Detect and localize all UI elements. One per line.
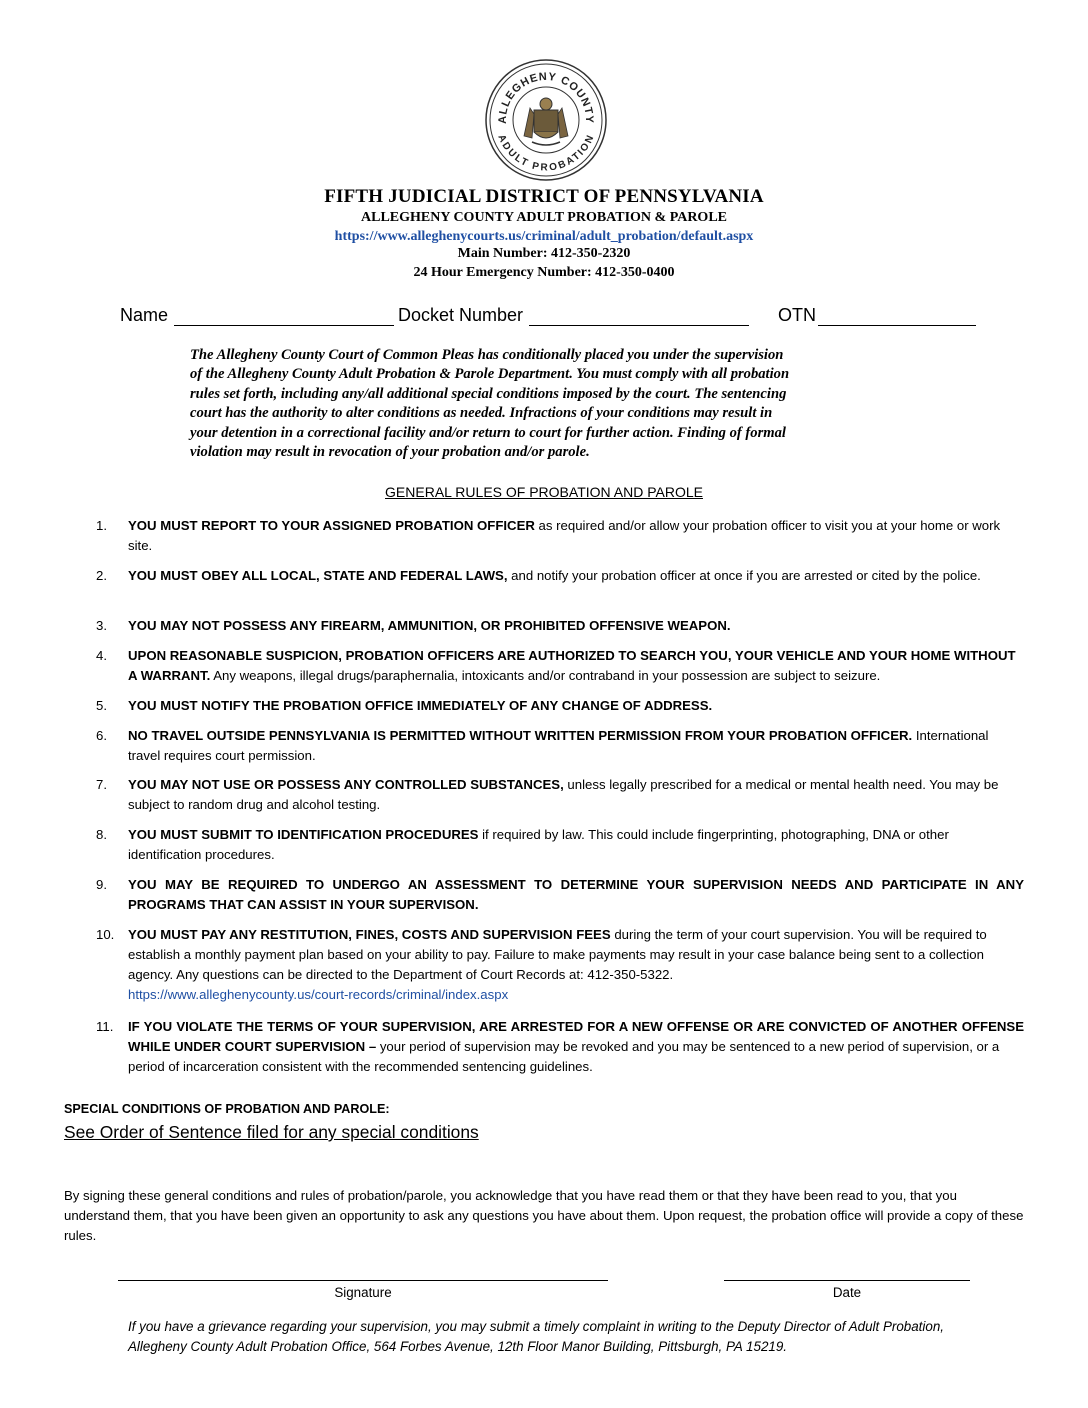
rule-text: International travel requires court permission.	[128, 728, 989, 763]
rule-number: 4.	[96, 648, 107, 663]
rule-item	[96, 775, 1024, 815]
otn-label: OTN	[778, 305, 816, 325]
rule-bold-text: YOU MUST OBEY ALL LOCAL, STATE AND FEDERAL LAWS,	[128, 568, 508, 583]
intro-line: The Allegheny County Court of Common Pleas has conditionally placed you under the supervision	[190, 347, 784, 363]
rule-number: 7.	[96, 777, 107, 792]
rule-item	[96, 516, 1024, 556]
rule-bold-text: YOU MAY NOT POSSESS ANY FIREARM, AMMUNITION, OR PROHIBITED OFFENSIVE WEAPON.	[128, 618, 731, 633]
rule-item	[96, 825, 1024, 865]
rule-text: during the term of your court supervision. You will be required to establish a monthly payment plan based on your ability to pay. Failure to make payments may result in your case balance being sent to a collection agency. Any questions can be directed to the Department of Court Records at: 412-350-5322.	[128, 927, 987, 982]
rule-text: your period of supervision may be revoked and you may be sentenced to a new period of supervision, or a period of incarceration consistent with the recommended sentencing guidelines.	[128, 1039, 1000, 1074]
signature-line[interactable]	[118, 1280, 608, 1281]
rule-number: 3.	[96, 618, 107, 633]
docket-number-blank[interactable]	[529, 307, 749, 326]
rule-number: 10.	[96, 927, 115, 942]
rule-bold-text: YOU MUST REPORT TO YOUR ASSIGNED PROBATION OFFICER	[128, 518, 535, 533]
agency-website-link[interactable]: https://www.alleghenycourts.us/criminal/adult_probation/default.aspx	[334, 229, 754, 244]
rule-item	[96, 1017, 1024, 1077]
county-seal-logo	[484, 58, 608, 182]
intro-line: court has the authority to alter conditions as needed. Infractions of your conditions may result in	[190, 405, 773, 422]
date-line[interactable]	[724, 1280, 970, 1281]
rule-number: 8.	[96, 827, 107, 842]
intro-line: violation may result in revocation of your probation and/or parole.	[190, 444, 590, 461]
acknowledgment-paragraph: By signing these general conditions and rules of probation/parole, you acknowledge that you have read them or that they have been read to you, that you understand them, that you have been given an opportunity to ask any questions you have about them. Upon request, the probation office will provide a copy of these rules.	[64, 1188, 1024, 1243]
svg-text:ADULT PROBATION: ADULT PROBATION	[495, 133, 597, 174]
rule-text: and notify your probation officer at once if you are arrested or cited by the police.	[507, 568, 981, 583]
rule-bold-text: YOU MUST SUBMIT TO IDENTIFICATION PROCEDURES	[128, 827, 479, 842]
rule-bold-text: NO TRAVEL OUTSIDE PENNSYLVANIA IS PERMITTED WITHOUT WRITTEN PERMISSION FROM YOUR PROBATION OFFICER.	[128, 728, 913, 743]
otn-blank[interactable]	[818, 307, 976, 326]
rule-number: 2.	[96, 568, 107, 583]
docket-number-label: Docket Number	[398, 305, 524, 325]
main-phone-number: Main Number: 412-350-2320	[457, 246, 631, 261]
rule-item	[96, 925, 1024, 1005]
rule-item	[96, 696, 1024, 716]
name-blank[interactable]	[174, 307, 394, 326]
rule-number: 11.	[96, 1019, 114, 1034]
docket-number-field	[398, 305, 749, 326]
name-field	[120, 305, 394, 326]
svg-text:ALLEGHENY COUNTY: ALLEGHENY COUNTY	[496, 70, 596, 124]
name-label: Name	[120, 305, 169, 325]
district-title: FIFTH JUDICIAL DISTRICT OF PENNSYLVANIA	[324, 186, 764, 207]
rule-number: 9.	[96, 877, 107, 892]
rule-number: 5.	[96, 698, 107, 713]
rule-bold-text: YOU MUST NOTIFY THE PROBATION OFFICE IMMEDIATELY OF ANY CHANGE OF ADDRESS.	[128, 698, 713, 713]
court-records-link[interactable]: https://www.alleghenycounty.us/court-records/criminal/index.aspx	[128, 987, 509, 1002]
rule-number: 1.	[96, 518, 107, 533]
rule-bold-text: YOU MAY NOT USE OR POSSESS ANY CONTROLLED SUBSTANCES,	[128, 777, 564, 792]
special-conditions-text: See Order of Sentence filed for any special conditions	[64, 1122, 479, 1142]
rule-bold-text: PROGRAMS THAT CAN ASSIST IN YOUR SUPERVISON.	[128, 897, 479, 912]
rule-text: if required by law. This could include fingerprinting, photographing, DNA or other identification procedures.	[128, 827, 949, 862]
rule-number: 6.	[96, 728, 107, 743]
date-label: Date	[832, 1285, 862, 1300]
rule-bold-text: YOU MAY BE REQUIRED TO UNDERGO AN ASSESSMENT TO DETERMINE YOUR SUPERVISION NEEDS AND PARTICIPATE IN ANY	[128, 877, 1024, 892]
rule-item	[96, 616, 1024, 636]
rule-text: unless legally prescribed for a medical or mental health need. You may be subject to random drug and alcohol testing.	[128, 777, 999, 812]
rule-bold-text: UPON REASONABLE SUSPICION, PROBATION OFFICERS ARE AUTHORIZED TO SEARCH YOU, YOUR VEHICLE AND YOUR HOME WITHOUT A WARRANT.	[128, 648, 1016, 683]
intro-paragraph	[190, 346, 896, 462]
intro-line: your detention in a correctional facility and/or return to court for further action. Finding of formal	[190, 424, 786, 441]
otn-field	[778, 305, 976, 326]
agency-title: ALLEGHENY COUNTY ADULT PROBATION & PAROLE	[361, 210, 727, 225]
special-conditions-heading: SPECIAL CONDITIONS OF PROBATION AND PAROLE:	[64, 1102, 390, 1116]
signature-label: Signature	[334, 1285, 392, 1300]
rule-bold-text: WHILE UNDER COURT SUPERVISION –	[128, 1039, 377, 1054]
intro-line: of the Allegheny County Adult Probation & Parole Department. You must comply with all probation	[190, 366, 790, 383]
rule-item	[96, 726, 1024, 766]
intro-line: rules set forth, including any/all additional special conditions imposed by the court. The sentencing	[190, 385, 787, 402]
rule-bold-text: YOU MUST PAY ANY RESTITUTION, FINES, COSTS AND SUPERVISION FEES	[128, 927, 611, 942]
general-rules-heading: GENERAL RULES OF PROBATION AND PAROLE	[385, 484, 703, 500]
emergency-phone-number: 24 Hour Emergency Number: 412-350-0400	[413, 265, 675, 280]
rule-item	[96, 646, 1024, 686]
rule-item	[96, 566, 1024, 586]
grievance-notice: If you have a grievance regarding your supervision, you may submit a timely complaint in writing to the Deputy Director of Adult Probation, Allegheny County Adult Probation Office, 564 Forbes Avenue, 12th Floor Manor Building, Pittsburgh, PA 15219.	[128, 1319, 944, 1354]
rule-bold-text: IF YOU VIOLATE THE TERMS OF YOUR SUPERVISION, ARE ARRESTED FOR A NEW OFFENSE OR ARE CONVICTED OF ANOTHER OFFENSE	[128, 1019, 1024, 1034]
rule-text: Any weapons, illegal drugs/paraphernalia, intoxicants and/or contraband in your possession are subject to seizure.	[210, 668, 881, 683]
rule-item	[96, 875, 1024, 915]
rule-text: as required and/or allow your probation officer to visit you at your home or work site.	[128, 518, 1001, 553]
